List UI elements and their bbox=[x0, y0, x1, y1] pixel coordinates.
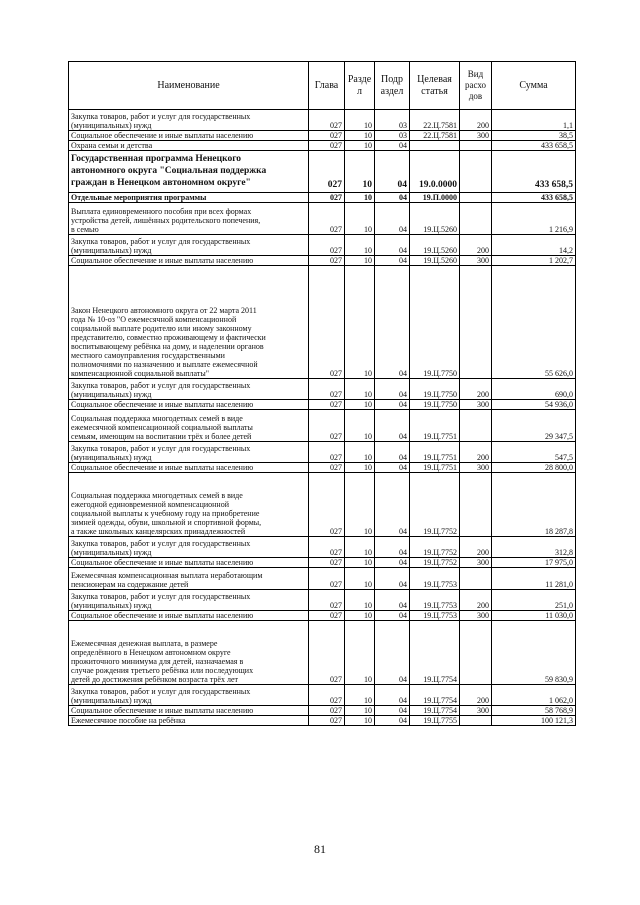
cell-glava: 027 bbox=[309, 266, 345, 379]
cell-name: Закупка товаров, работ и услуг для государственных (муниципальных) нужд bbox=[69, 110, 309, 131]
table-row bbox=[69, 473, 576, 537]
cell-glava: 027 bbox=[309, 685, 345, 706]
cell-razdel: 10 bbox=[345, 151, 375, 193]
cell-name: Закупка товаров, работ и услуг для государственных (муниципальных) нужд bbox=[69, 442, 309, 463]
table-row bbox=[69, 558, 576, 568]
cell-razdel: 10 bbox=[345, 379, 375, 400]
table-row bbox=[69, 621, 576, 685]
cell-glava: 027 bbox=[309, 590, 345, 611]
cell-name: Выплата единовременного пособия при всех формах устройства детей, лишённых родительского попечения, в семью bbox=[69, 203, 309, 235]
cell-sum: 433 658,5 bbox=[492, 151, 576, 193]
header-razdel: Разде л bbox=[345, 62, 375, 110]
cell-glava: 027 bbox=[309, 410, 345, 442]
cell-podrazdel: 04 bbox=[375, 463, 410, 473]
cell-podrazdel: 04 bbox=[375, 379, 410, 400]
cell-razdel: 10 bbox=[345, 611, 375, 621]
table-row bbox=[69, 235, 576, 256]
cell-razdel: 10 bbox=[345, 558, 375, 568]
cell-podrazdel: 04 bbox=[375, 568, 410, 590]
cell-sum: 18 287,8 bbox=[492, 473, 576, 537]
header-name: Наименование bbox=[69, 62, 309, 110]
cell-target: 19.Ц.5260 bbox=[410, 235, 460, 256]
cell-name: Закупка товаров, работ и услуг для государственных (муниципальных) нужд bbox=[69, 235, 309, 256]
table-row bbox=[69, 266, 576, 379]
cell-sum: 11 030,0 bbox=[492, 611, 576, 621]
cell-target: 19.Ц.7751 bbox=[410, 442, 460, 463]
cell-vid: 200 bbox=[460, 442, 492, 463]
header-row bbox=[69, 62, 576, 110]
cell-target: 19.Ц.7751 bbox=[410, 410, 460, 442]
cell-glava: 027 bbox=[309, 473, 345, 537]
cell-razdel: 10 bbox=[345, 193, 375, 203]
cell-vid: 300 bbox=[460, 706, 492, 716]
table-row bbox=[69, 685, 576, 706]
cell-target: 19.Ц.5260 bbox=[410, 256, 460, 266]
cell-podrazdel: 04 bbox=[375, 193, 410, 203]
cell-target: 19.Ц.7753 bbox=[410, 590, 460, 611]
cell-name: Ежемесячная денежная выплата, в размере определённого в Ненецком автономном округе прожиточного минимума для детей, назначаемая в случае рождения третьего ребёнка или последующих детей до достижения ребёнком возраста трёх лет bbox=[69, 621, 309, 685]
cell-glava: 027 bbox=[309, 611, 345, 621]
cell-glava: 027 bbox=[309, 716, 345, 726]
table-row bbox=[69, 611, 576, 621]
cell-podrazdel: 04 bbox=[375, 266, 410, 379]
cell-name: Отдельные мероприятия программы bbox=[69, 193, 309, 203]
cell-target: 19.Ц.7750 bbox=[410, 266, 460, 379]
cell-name: Социальное обеспечение и иные выплаты населению bbox=[69, 706, 309, 716]
cell-target: 19.0.0000 bbox=[410, 151, 460, 193]
table-row bbox=[69, 716, 576, 726]
cell-razdel: 10 bbox=[345, 131, 375, 141]
header-target: Целевая статья bbox=[410, 62, 460, 110]
cell-sum: 55 626,0 bbox=[492, 266, 576, 379]
cell-podrazdel: 04 bbox=[375, 442, 410, 463]
cell-target: 22.Ц.7581 bbox=[410, 110, 460, 131]
cell-target: 19.Ц.7752 bbox=[410, 537, 460, 558]
cell-razdel: 10 bbox=[345, 568, 375, 590]
cell-vid bbox=[460, 568, 492, 590]
cell-razdel: 10 bbox=[345, 473, 375, 537]
cell-sum: 11 281,0 bbox=[492, 568, 576, 590]
header-glava: Глава bbox=[309, 62, 345, 110]
table-row bbox=[69, 110, 576, 131]
cell-vid: 300 bbox=[460, 463, 492, 473]
cell-razdel: 10 bbox=[345, 685, 375, 706]
table-row bbox=[69, 568, 576, 590]
cell-podrazdel: 04 bbox=[375, 203, 410, 235]
cell-glava: 027 bbox=[309, 193, 345, 203]
table-row bbox=[69, 379, 576, 400]
cell-name: Социальное обеспечение и иные выплаты населению bbox=[69, 463, 309, 473]
cell-target: 19.Ц.7752 bbox=[410, 473, 460, 537]
cell-podrazdel: 04 bbox=[375, 151, 410, 193]
cell-glava: 027 bbox=[309, 568, 345, 590]
table-row bbox=[69, 141, 576, 151]
cell-vid: 300 bbox=[460, 558, 492, 568]
budget-table bbox=[68, 61, 576, 726]
cell-target: 19.П.0000 bbox=[410, 193, 460, 203]
cell-podrazdel: 04 bbox=[375, 473, 410, 537]
cell-glava: 027 bbox=[309, 537, 345, 558]
table-body bbox=[69, 110, 576, 726]
cell-sum: 59 830,9 bbox=[492, 621, 576, 685]
cell-sum: 14,2 bbox=[492, 235, 576, 256]
cell-glava: 027 bbox=[309, 706, 345, 716]
table-row bbox=[69, 151, 576, 193]
cell-vid bbox=[460, 141, 492, 151]
cell-sum: 54 936,0 bbox=[492, 400, 576, 410]
cell-razdel: 10 bbox=[345, 110, 375, 131]
cell-target: 19.Ц.7750 bbox=[410, 379, 460, 400]
cell-glava: 027 bbox=[309, 442, 345, 463]
cell-sum: 29 347,5 bbox=[492, 410, 576, 442]
cell-name: Закупка товаров, работ и услуг для государственных (муниципальных) нужд bbox=[69, 379, 309, 400]
cell-glava: 027 bbox=[309, 400, 345, 410]
cell-vid bbox=[460, 203, 492, 235]
cell-glava: 027 bbox=[309, 463, 345, 473]
cell-podrazdel: 03 bbox=[375, 131, 410, 141]
cell-glava: 027 bbox=[309, 131, 345, 141]
cell-podrazdel: 03 bbox=[375, 110, 410, 131]
page-number: 81 bbox=[314, 842, 326, 856]
cell-glava: 027 bbox=[309, 110, 345, 131]
cell-glava: 027 bbox=[309, 256, 345, 266]
cell-sum: 58 768,9 bbox=[492, 706, 576, 716]
cell-name: Государственная программа Ненецкого автономного округа "Социальная поддержка граждан в Ненецком автономном округе" bbox=[69, 151, 309, 193]
cell-razdel: 10 bbox=[345, 203, 375, 235]
cell-razdel: 10 bbox=[345, 141, 375, 151]
cell-razdel: 10 bbox=[345, 400, 375, 410]
cell-name: Охрана семьи и детства bbox=[69, 141, 309, 151]
cell-vid: 200 bbox=[460, 590, 492, 611]
cell-name: Ежемесячное пособие на ребёнка bbox=[69, 716, 309, 726]
cell-target: 19.Ц.7755 bbox=[410, 716, 460, 726]
cell-podrazdel: 04 bbox=[375, 685, 410, 706]
cell-target: 19.Ц.7753 bbox=[410, 568, 460, 590]
cell-target: 19.Ц.7753 bbox=[410, 611, 460, 621]
cell-glava: 027 bbox=[309, 203, 345, 235]
cell-sum: 312,8 bbox=[492, 537, 576, 558]
cell-podrazdel: 04 bbox=[375, 141, 410, 151]
cell-sum: 690,0 bbox=[492, 379, 576, 400]
cell-sum: 547,5 bbox=[492, 442, 576, 463]
cell-glava: 027 bbox=[309, 151, 345, 193]
table-row bbox=[69, 537, 576, 558]
cell-vid: 200 bbox=[460, 110, 492, 131]
cell-vid bbox=[460, 473, 492, 537]
cell-podrazdel: 04 bbox=[375, 235, 410, 256]
cell-target: 19.Ц.7754 bbox=[410, 706, 460, 716]
cell-glava: 027 bbox=[309, 235, 345, 256]
table-row bbox=[69, 410, 576, 442]
cell-target bbox=[410, 141, 460, 151]
cell-sum: 1 216,9 bbox=[492, 203, 576, 235]
cell-name: Закупка товаров, работ и услуг для государственных (муниципальных) нужд bbox=[69, 685, 309, 706]
cell-vid: 200 bbox=[460, 537, 492, 558]
table-row bbox=[69, 442, 576, 463]
cell-vid: 200 bbox=[460, 685, 492, 706]
table-row bbox=[69, 706, 576, 716]
cell-vid: 200 bbox=[460, 379, 492, 400]
cell-sum: 28 800,0 bbox=[492, 463, 576, 473]
cell-podrazdel: 04 bbox=[375, 716, 410, 726]
cell-razdel: 10 bbox=[345, 410, 375, 442]
cell-razdel: 10 bbox=[345, 590, 375, 611]
header-sum: Сумма bbox=[492, 62, 576, 110]
cell-podrazdel: 04 bbox=[375, 537, 410, 558]
cell-vid bbox=[460, 410, 492, 442]
cell-name: Социальное обеспечение и иные выплаты населению bbox=[69, 611, 309, 621]
cell-razdel: 10 bbox=[345, 463, 375, 473]
cell-razdel: 10 bbox=[345, 442, 375, 463]
cell-sum: 433 658,5 bbox=[492, 193, 576, 203]
cell-podrazdel: 04 bbox=[375, 611, 410, 621]
table-row bbox=[69, 193, 576, 203]
cell-name: Социальное обеспечение и иные выплаты населению bbox=[69, 400, 309, 410]
cell-name: Социальная поддержка многодетных семей в виде ежегодной единовременной компенсационной социальной выплаты к учебному году на приобретение зимней одежды, обуви, школьной и спортивной формы, а также школьных канцелярских принадлежностей bbox=[69, 473, 309, 537]
cell-podrazdel: 04 bbox=[375, 410, 410, 442]
cell-name: Социальное обеспечение и иные выплаты населению bbox=[69, 558, 309, 568]
table-row bbox=[69, 400, 576, 410]
cell-podrazdel: 04 bbox=[375, 590, 410, 611]
cell-target: 19.Ц.7751 bbox=[410, 463, 460, 473]
cell-name: Ежемесячная компенсационная выплата неработающим пенсионерам на содержание детей bbox=[69, 568, 309, 590]
cell-vid: 300 bbox=[460, 611, 492, 621]
cell-name: Закупка товаров, работ и услуг для государственных (муниципальных) нужд bbox=[69, 537, 309, 558]
cell-target: 19.Ц.7754 bbox=[410, 685, 460, 706]
cell-sum: 1,1 bbox=[492, 110, 576, 131]
cell-glava: 027 bbox=[309, 558, 345, 568]
cell-sum: 17 975,0 bbox=[492, 558, 576, 568]
cell-target: 19.Ц.7754 bbox=[410, 621, 460, 685]
cell-target: 19.Ц.7750 bbox=[410, 400, 460, 410]
cell-podrazdel: 04 bbox=[375, 400, 410, 410]
cell-sum: 38,5 bbox=[492, 131, 576, 141]
header-vid: Вид расхо дов bbox=[460, 62, 492, 110]
cell-razdel: 10 bbox=[345, 537, 375, 558]
cell-sum: 1 062,0 bbox=[492, 685, 576, 706]
table-row bbox=[69, 256, 576, 266]
cell-name: Социальное обеспечение и иные выплаты населению bbox=[69, 131, 309, 141]
cell-target: 19.Ц.5260 bbox=[410, 203, 460, 235]
cell-vid bbox=[460, 151, 492, 193]
cell-name: Закупка товаров, работ и услуг для государственных (муниципальных) нужд bbox=[69, 590, 309, 611]
cell-target: 22.Ц.7581 bbox=[410, 131, 460, 141]
cell-podrazdel: 04 bbox=[375, 256, 410, 266]
cell-name: Социальное обеспечение и иные выплаты населению bbox=[69, 256, 309, 266]
cell-razdel: 10 bbox=[345, 621, 375, 685]
cell-sum: 433 658,5 bbox=[492, 141, 576, 151]
table-row bbox=[69, 131, 576, 141]
cell-name: Закон Ненецкого автономного округа от 22 марта 2011 года № 10-оз "О ежемесячной компенсационной социальной выплате родителю или иному законному представителю, совместно проживающему и фактически воспитывающему ребёнка на дому, и наделении органов местного самоуправления государственными полномочиями по назначению и выплате ежемесячной компенсационной социальной выплаты" bbox=[69, 266, 309, 379]
cell-vid: 200 bbox=[460, 235, 492, 256]
cell-sum: 1 202,7 bbox=[492, 256, 576, 266]
table-row bbox=[69, 203, 576, 235]
cell-vid bbox=[460, 716, 492, 726]
table-row bbox=[69, 463, 576, 473]
cell-podrazdel: 04 bbox=[375, 706, 410, 716]
cell-vid bbox=[460, 621, 492, 685]
cell-razdel: 10 bbox=[345, 716, 375, 726]
cell-vid: 300 bbox=[460, 131, 492, 141]
cell-vid bbox=[460, 266, 492, 379]
cell-vid: 300 bbox=[460, 256, 492, 266]
cell-razdel: 10 bbox=[345, 256, 375, 266]
cell-podrazdel: 04 bbox=[375, 558, 410, 568]
cell-glava: 027 bbox=[309, 379, 345, 400]
cell-razdel: 10 bbox=[345, 235, 375, 256]
cell-razdel: 10 bbox=[345, 266, 375, 379]
cell-sum: 251,0 bbox=[492, 590, 576, 611]
cell-target: 19.Ц.7752 bbox=[410, 558, 460, 568]
cell-sum: 100 121,3 bbox=[492, 716, 576, 726]
cell-razdel: 10 bbox=[345, 706, 375, 716]
cell-glava: 027 bbox=[309, 621, 345, 685]
header-podrazdel: Подр аздел bbox=[375, 62, 410, 110]
cell-glava: 027 bbox=[309, 141, 345, 151]
table-row bbox=[69, 590, 576, 611]
cell-vid: 300 bbox=[460, 400, 492, 410]
cell-podrazdel: 04 bbox=[375, 621, 410, 685]
cell-name: Социальная поддержка многодетных семей в виде ежемесячной компенсационной социальной выплаты семьям, имеющим на воспитании трёх и более детей bbox=[69, 410, 309, 442]
cell-vid bbox=[460, 193, 492, 203]
